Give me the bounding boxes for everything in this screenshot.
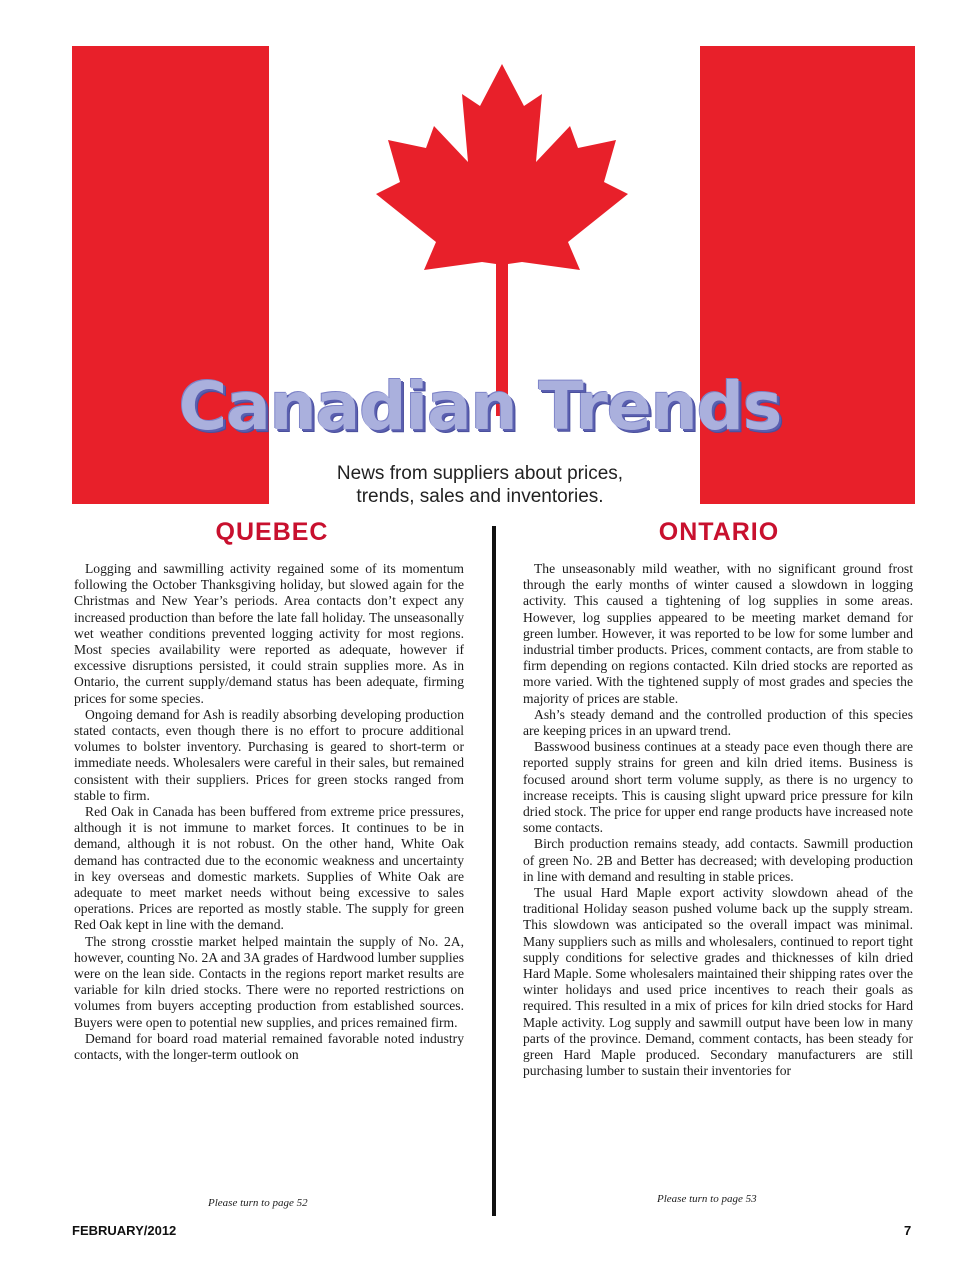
page-title: Canadian Trends bbox=[178, 368, 782, 445]
subtitle-line-1: News from suppliers about prices, bbox=[336, 463, 624, 484]
page-subtitle bbox=[0, 462, 960, 508]
quebec-continued-link: Please turn to page 52 bbox=[208, 1197, 308, 1209]
column-divider bbox=[492, 526, 496, 1216]
maple-leaf-icon bbox=[372, 64, 632, 419]
quebec-paragraph: Ongoing demand for Ash is readily absorbing developing production stated contacts, even though there is no effort to procure additional volumes to bolster inventory. Purchasing is geared to short-term or immediate needs. Wholesalers were careful in their sales, but remained consistent with their suppliers. Prices for green stocks ranged from stable to firm. bbox=[74, 706, 464, 803]
quebec-heading: QUEBEC bbox=[215, 518, 329, 546]
ontario-paragraph: Ash’s steady demand and the controlled production of this species are keeping prices in an upward trend. bbox=[523, 706, 913, 739]
quebec-paragraph: The strong crosstie market helped maintain the supply of No. 2A, however, counting No. 2A and 3A grades of Hardwood lumber supplies were on the lean side. Contacts in the regions report market results are variable for kiln dried stocks. There were no reported restrictions on volumes from buyers accepting production from established sources. Buyers were open to potential new supplies, and prices remained firm. bbox=[74, 933, 464, 1030]
ontario-column bbox=[523, 561, 913, 1080]
quebec-paragraph: Red Oak in Canada has been buffered from extreme price pressures, although it is not immune to market forces. It continues to be in demand, although it is not robust. On the other hand, White Oak demand has contracted due to the economic weakness and uncertainty in key overseas and domestic markets. Supplies of White Oak are adequate to meet market needs without being excessive to sales operations. Prices are reported as mostly stable. The supply for green Red Oak kept in line with the demand. bbox=[74, 804, 464, 933]
quebec-paragraph: Demand for board road material remained favorable noted industry contacts, with the longer-term outlook on bbox=[74, 1030, 464, 1063]
ontario-heading: ONTARIO bbox=[658, 518, 780, 546]
ontario-paragraph: Birch production remains steady, add contacts. Sawmill production of green No. 2B and Better has decreased; with developing production in line with demand and resulting in stable prices. bbox=[523, 836, 913, 884]
ontario-continued-link: Please turn to page 53 bbox=[657, 1193, 757, 1205]
page-number: 7 bbox=[904, 1223, 912, 1238]
quebec-column bbox=[74, 561, 464, 1063]
ontario-paragraph: The unseasonably mild weather, with no significant ground frost through the early months of winter caused a slowdown in logging activity. This caused a tightening of log supplies in some areas. However, log supplies appeared to be meeting market demand for green lumber. However, it was reported to be low for some lumber and industrial timber products. Prices, comment contacts, are from stable to firm depending on regions contacted. Kiln dried stocks are reported as more varied. With the tightened supply of most grades and species the majority of prices are stable. bbox=[523, 561, 913, 706]
issue-date: FEBRUARY/2012 bbox=[72, 1223, 177, 1238]
ontario-paragraph: The usual Hard Maple export activity slowdown ahead of the traditional Holiday season pushed volume back up the supply stream. This slowdown was anticipated so the overall impact was minimal. Many suppliers such as mills and wholesalers, continued to report tight supply conditions for selective grades and thicknesses of kiln dried Hard Maple. Some wholesalers maintained their shipping rates over the winter holidays and used price incentives to reach their goals as required. This resulted in a mix of prices for kiln dried stocks for Hard Maple activity. Log supply and sawmill output have been low in many parts of the province. Demand, comment contacts, has been steady for green Hard Maple produced. Secondary manufacturers are still purchasing lumber to sustain their inventories for bbox=[523, 885, 913, 1079]
ontario-paragraph: Basswood business continues at a steady pace even though there are reported supply strains for green and kiln dried items. Business is focused around short term volume supply, as there is no urgency to increase receipts. This is causing slight upward price pressure for kiln dried stock. The price for upper end range products have increased note some contacts. bbox=[523, 739, 913, 836]
quebec-paragraph: Logging and sawmilling activity regained some of its momentum following the October Thanksgiving holiday, but slowed again for the Christmas and New Year’s periods. Area contacts don’t expect any increased production than before the late fall holiday. The unseasonally wet weather conditions prevented logging activity for most regions. Most species availability were reported as adequate, however if excessive disruptions persisted, it could strain supplies more. As in Ontario, the current supply/demand status has been adequate, firming prices for some species. bbox=[74, 561, 464, 706]
subtitle-line-2: trends, sales and inventories. bbox=[356, 486, 604, 507]
